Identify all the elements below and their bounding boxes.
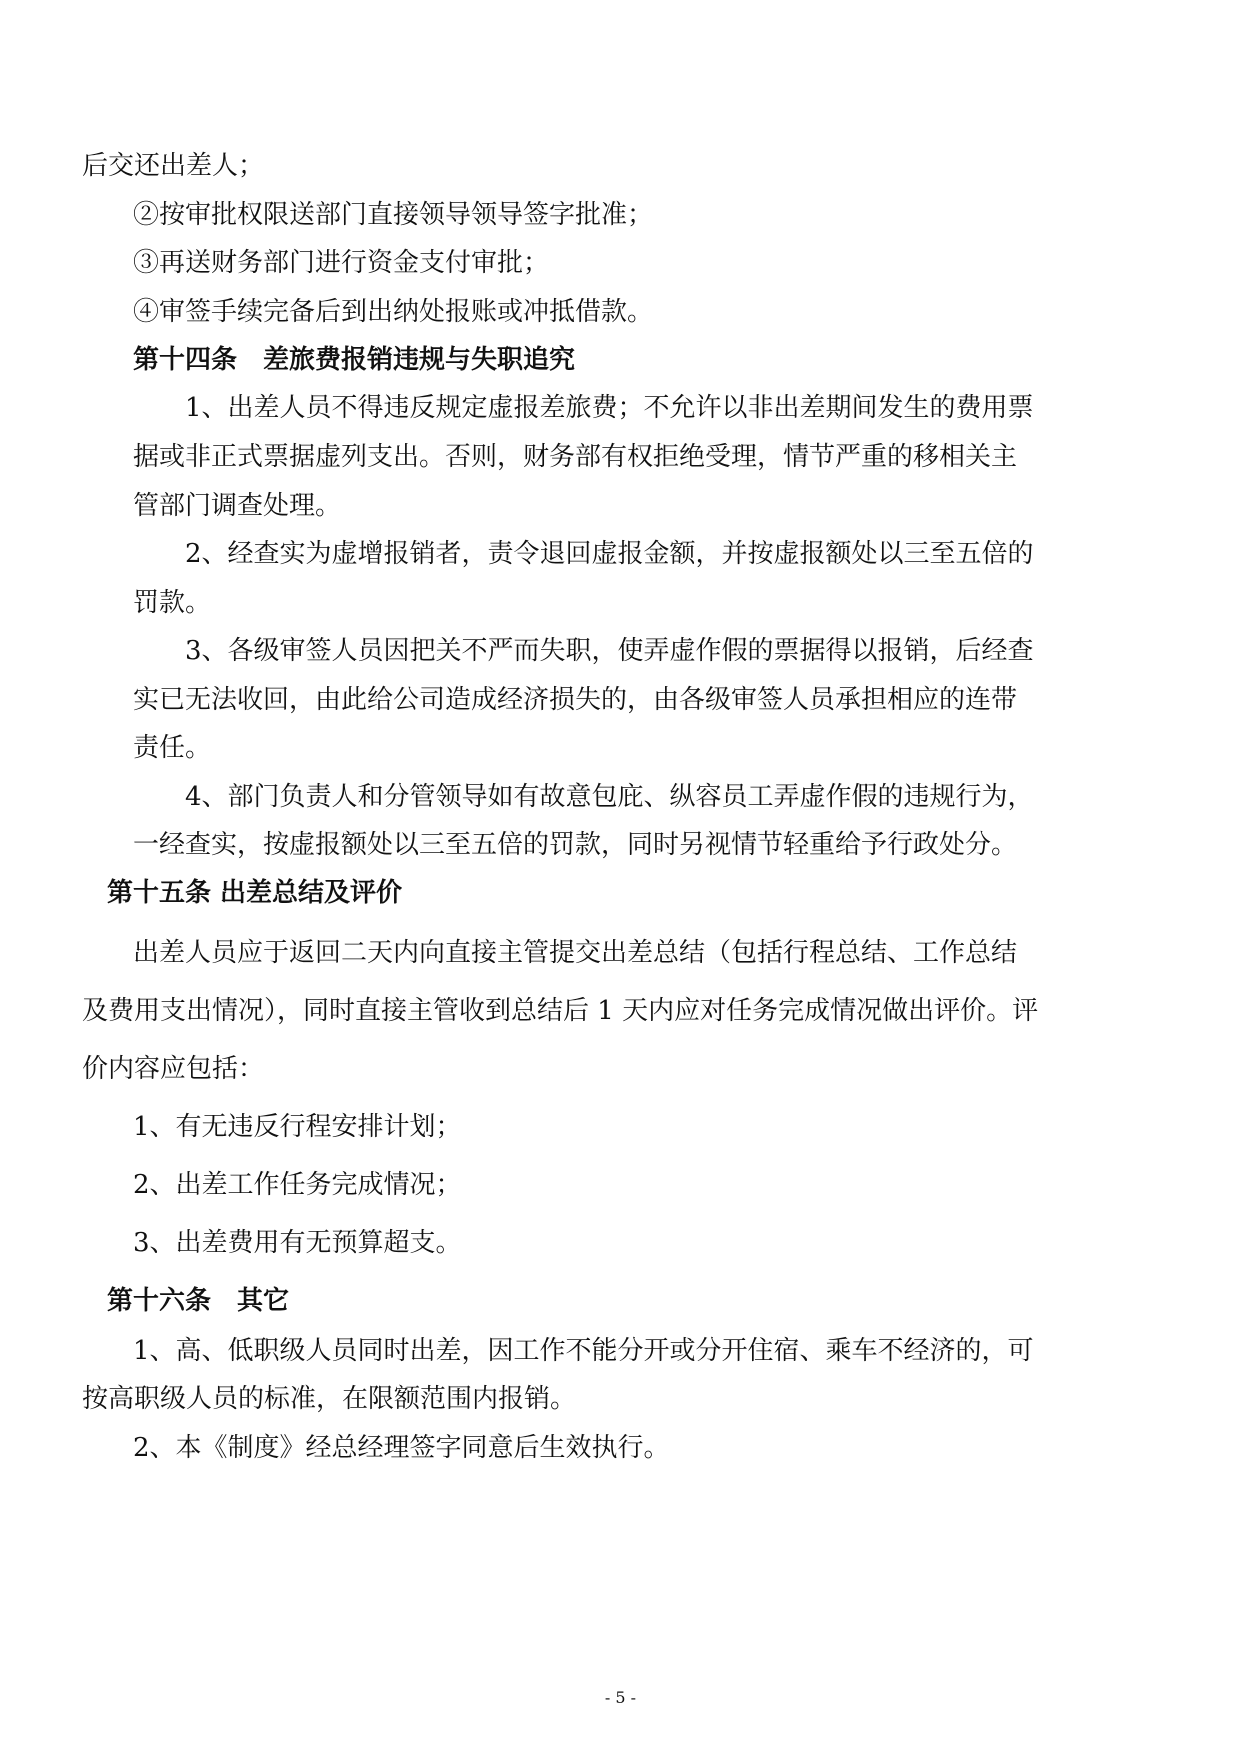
article-heading: 第十六条 其它	[107, 1286, 290, 1316]
text-line: 出差人员应于返回二天内向直接主管提交出差总结（包括行程总结、工作总结	[133, 938, 1018, 968]
text-line: 一经查实，按虚报额处以三至五倍的罚款，同时另视情节轻重给予行政处分。	[133, 830, 1018, 860]
text-line: 按高职级人员的标准，在限额范围内报销。	[82, 1384, 577, 1414]
text-line: 罚款。	[133, 588, 212, 618]
article-heading: 第十五条 出差总结及评价	[107, 878, 403, 908]
text-line: 2、出差工作任务完成情况；	[133, 1170, 462, 1200]
text-line: 3、出差费用有无预算超支。	[133, 1228, 462, 1258]
article-heading: 第十四条 差旅费报销违规与失职追究	[133, 345, 576, 375]
text-line: 及费用支出情况），同时直接主管收到总结后 1 天内应对任务完成情况做出评价。评	[82, 996, 1039, 1026]
text-line: 责任。	[133, 733, 212, 763]
text-line: 据或非正式票据虚列支出。否则，财务部有权拒绝受理，情节严重的移相关主	[133, 442, 1018, 472]
text-line: ④审签手续完备后到出纳处报账或冲抵借款。	[133, 297, 654, 327]
text-line: 价内容应包括：	[82, 1054, 265, 1084]
text-line: 1、出差人员不得违反规定虚报差旅费；不允许以非出差期间发生的费用票	[185, 393, 1034, 423]
text-line: ③再送财务部门进行资金支付审批；	[133, 248, 550, 278]
text-line: 后交还出差人；	[82, 151, 265, 181]
text-line: ②按审批权限送部门直接领导领导签字批准；	[133, 200, 654, 230]
text-line: 实已无法收回，由此给公司造成经济损失的，由各级审签人员承担相应的连带	[133, 685, 1018, 715]
text-line: 管部门调查处理。	[133, 491, 342, 521]
text-line: 2、本《制度》经总经理签字同意后生效执行。	[133, 1433, 670, 1463]
text-line: 1、高、低职级人员同时出差，因工作不能分开或分开住宿、乘车不经济的，可	[133, 1336, 1034, 1366]
page-number: - 5 -	[604, 1688, 637, 1707]
text-line: 4、部门负责人和分管领导如有故意包庇、纵容员工弄虚作假的违规行为，	[185, 782, 1034, 812]
text-line: 2、经查实为虚增报销者，责令退回虚报金额，并按虚报额处以三至五倍的	[185, 539, 1034, 569]
text-line: 3、各级审签人员因把关不严而失职，使弄虚作假的票据得以报销，后经查	[185, 636, 1034, 666]
text-line: 1、有无违反行程安排计划；	[133, 1112, 462, 1142]
